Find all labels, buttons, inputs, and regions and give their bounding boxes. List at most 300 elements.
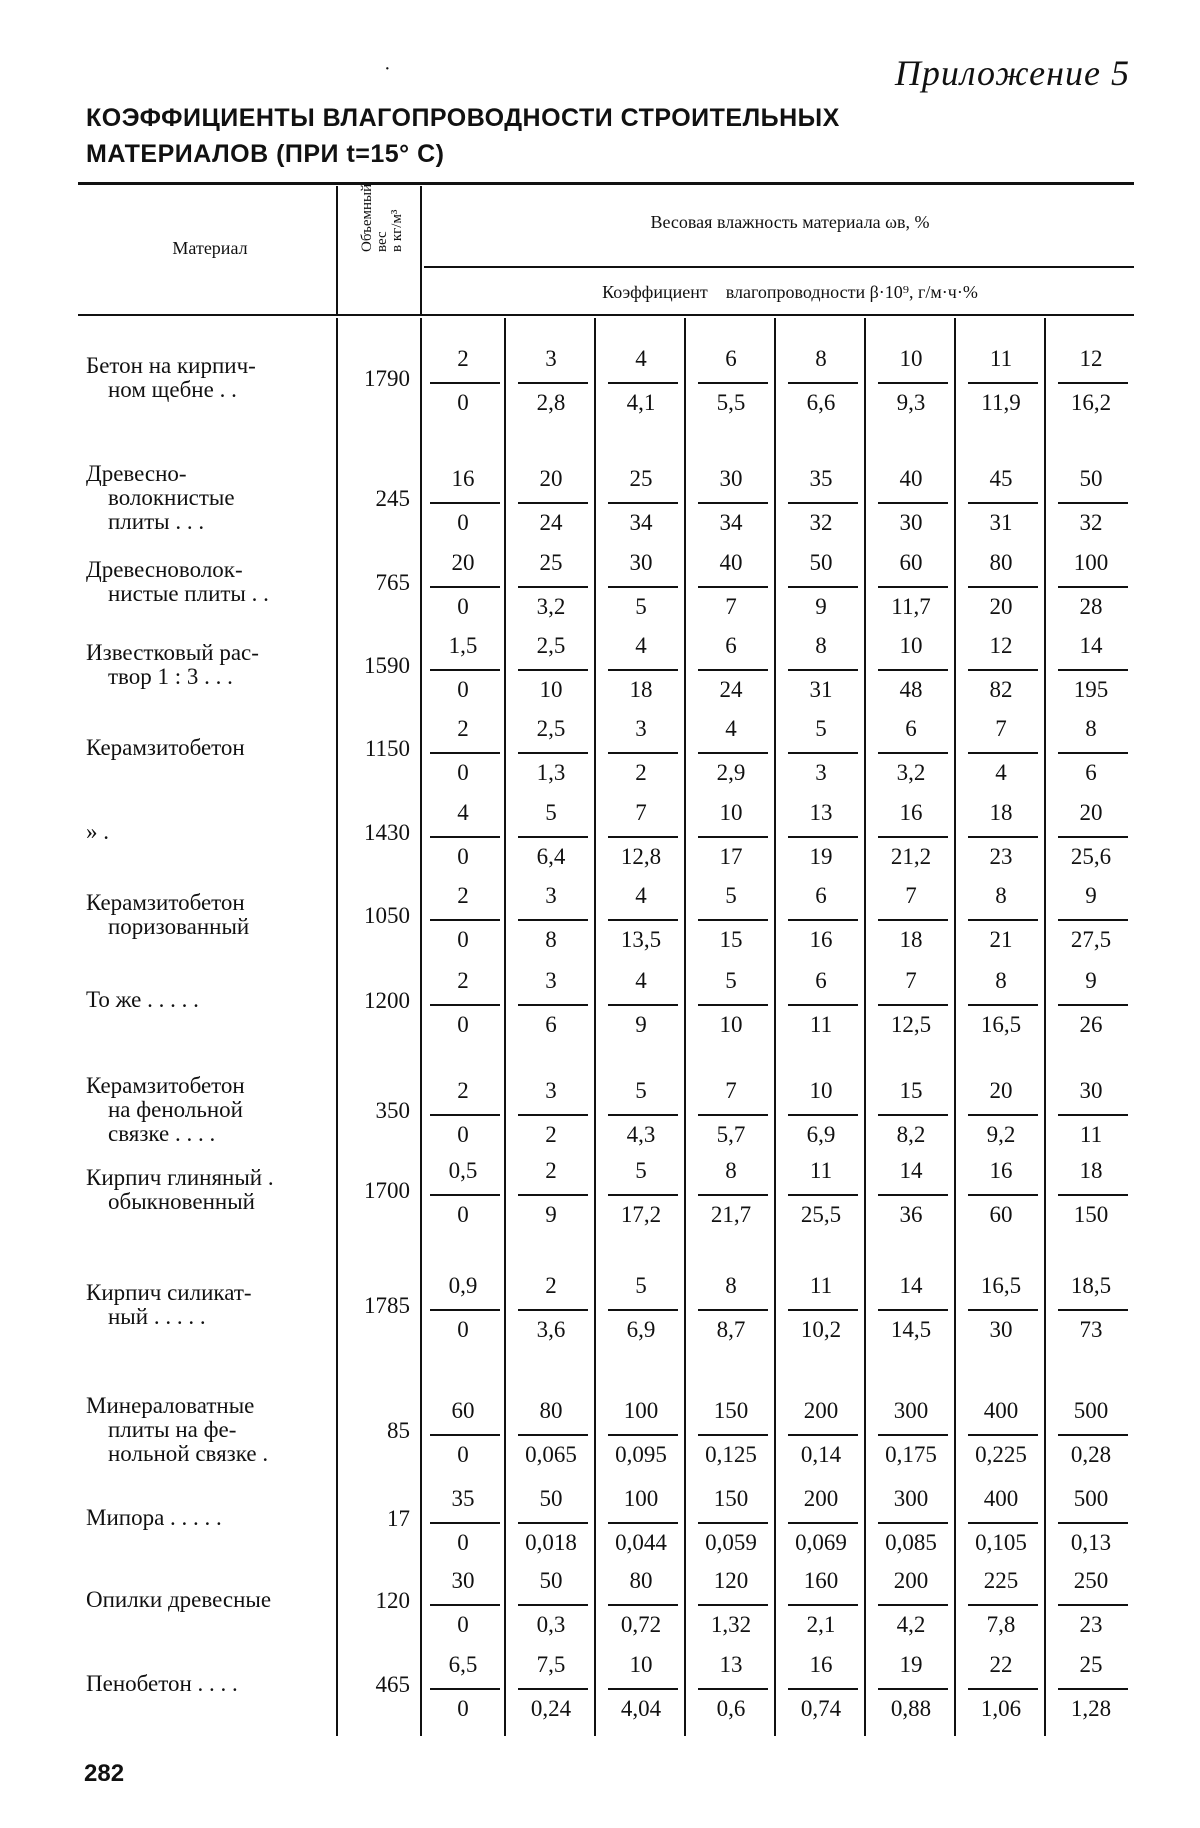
moisture-value: 3 (545, 883, 557, 908)
coefficient-value: 32 (1079, 510, 1103, 535)
coefficient-value: 25,5 (800, 1202, 842, 1227)
moisture-value: 10 (629, 1652, 653, 1677)
moisture-value: 2 (457, 883, 469, 908)
coefficient-value: 0,065 (525, 1442, 577, 1467)
fraction-bar (430, 1309, 500, 1311)
material-name (86, 820, 336, 844)
coefficient-value: 0,069 (795, 1530, 847, 1555)
coefficient-value: 0,095 (615, 1442, 667, 1467)
moisture-value: 100 (623, 1486, 659, 1511)
coefficient-value: 17,2 (620, 1202, 662, 1227)
moisture-value: 50 (809, 550, 833, 575)
fraction-bar (878, 836, 948, 838)
fraction-bar (1058, 1688, 1128, 1690)
moisture-value: 3 (545, 1078, 557, 1103)
fraction-bar (430, 1194, 500, 1196)
coefficient-value: 30 (899, 510, 923, 535)
coefficient-value: 2 (635, 760, 647, 785)
coefficient-value: 2,8 (536, 390, 566, 415)
material-name-line: волокнистые (108, 485, 235, 510)
material-name-line: » . (86, 819, 109, 844)
coefficient-value: 3,2 (536, 594, 566, 619)
moisture-value: 16 (451, 466, 475, 491)
moisture-value: 80 (629, 1568, 653, 1593)
moisture-value: 10 (809, 1078, 833, 1103)
density-value: 1050 (364, 903, 410, 928)
moisture-value: 40 (719, 550, 743, 575)
header-density-line: вес (374, 231, 390, 252)
moisture-value: 60 (451, 1398, 475, 1423)
moisture-value: 14 (899, 1158, 923, 1183)
moisture-value: 8 (725, 1158, 737, 1183)
moisture-value: 6 (815, 883, 827, 908)
coefficient-value: 195 (1073, 677, 1109, 702)
density-value: 1430 (364, 820, 410, 845)
moisture-value: 10 (899, 346, 923, 371)
fraction-bar (788, 1004, 858, 1006)
material-name (86, 988, 336, 1012)
coefficient-value: 14,5 (890, 1317, 932, 1342)
moisture-value: 4 (635, 633, 647, 658)
fraction-bar (788, 1194, 858, 1196)
column-separator (864, 318, 866, 1736)
coefficient-value: 0 (457, 1317, 469, 1342)
material-name-line: Кирпич силикат- (86, 1280, 252, 1305)
fraction-bar (878, 1309, 948, 1311)
coefficient-value: 3,6 (536, 1317, 566, 1342)
fraction-bar (788, 1604, 858, 1606)
moisture-value: 5 (545, 800, 557, 825)
moisture-value: 30 (1079, 1078, 1103, 1103)
header-bottom-rule (78, 314, 1134, 316)
density-value: 17 (387, 1506, 410, 1531)
moisture-value: 80 (989, 550, 1013, 575)
coefficient-value: 0,059 (705, 1530, 757, 1555)
fraction-bar (788, 752, 858, 754)
density-value: 1790 (364, 366, 410, 391)
coefficient-value: 0 (457, 1202, 469, 1227)
moisture-value: 120 (713, 1568, 749, 1593)
coefficient-value: 0 (457, 1696, 469, 1721)
fraction-bar (518, 382, 588, 384)
coefficient-value: 0 (457, 390, 469, 415)
coefficient-value: 20 (989, 594, 1013, 619)
material-name-line: Минераловатные (86, 1393, 255, 1418)
moisture-value: 20 (539, 466, 563, 491)
fraction-bar (968, 836, 1038, 838)
moisture-value: 8 (815, 633, 827, 658)
moisture-value: 11 (989, 346, 1013, 371)
moisture-value: 100 (623, 1398, 659, 1423)
moisture-value: 250 (1073, 1568, 1109, 1593)
density-value: 245 (375, 486, 410, 511)
coefficient-value: 1,3 (536, 760, 566, 785)
column-separator (774, 318, 776, 1736)
moisture-value: 16 (899, 800, 923, 825)
coefficient-value: 21 (989, 927, 1013, 952)
moisture-value: 50 (539, 1486, 563, 1511)
fraction-bar (968, 1309, 1038, 1311)
moisture-value: 2 (457, 1078, 469, 1103)
fraction-bar (608, 1114, 678, 1116)
appendix-label: Приложение 5 (894, 53, 1130, 93)
moisture-value: 7 (995, 716, 1007, 741)
fraction-bar (1058, 1004, 1128, 1006)
material-name-line: Кирпич глиняный . (86, 1165, 274, 1190)
density-value: 1200 (364, 988, 410, 1013)
coefficient-value: 6,9 (626, 1317, 656, 1342)
moisture-value: 7,5 (536, 1652, 566, 1677)
coefficient-value: 0,225 (975, 1442, 1027, 1467)
fraction-bar (518, 1114, 588, 1116)
material-name (86, 558, 336, 606)
header-moisture: Весовая влажность материала ωв, % (650, 212, 930, 232)
coefficient-value: 9 (635, 1012, 647, 1037)
coefficient-value: 36 (899, 1202, 923, 1227)
moisture-value: 4 (635, 883, 647, 908)
coefficient-value: 10,2 (800, 1317, 842, 1342)
coefficient-value: 0 (457, 510, 469, 535)
fraction-bar (878, 586, 948, 588)
moisture-value: 15 (899, 1078, 923, 1103)
coefficient-value: 13,5 (620, 927, 662, 952)
moisture-value: 3 (545, 346, 557, 371)
fraction-bar (698, 1004, 768, 1006)
coefficient-value: 2,1 (806, 1612, 836, 1637)
moisture-value: 300 (893, 1486, 929, 1511)
column-separator (684, 318, 686, 1736)
coefficient-value: 30 (989, 1317, 1013, 1342)
moisture-value: 100 (1073, 550, 1109, 575)
moisture-value: 18,5 (1070, 1273, 1112, 1298)
fraction-bar (788, 1309, 858, 1311)
coefficient-value: 31 (809, 677, 833, 702)
fraction-bar (1058, 836, 1128, 838)
fraction-bar (608, 382, 678, 384)
material-name (86, 1506, 336, 1530)
moisture-value: 25 (629, 466, 653, 491)
fraction-bar (968, 586, 1038, 588)
coefficient-value: 0,105 (975, 1530, 1027, 1555)
coefficient-value: 8,7 (716, 1317, 746, 1342)
moisture-value: 20 (1079, 800, 1103, 825)
moisture-value: 2 (457, 968, 469, 993)
coefficient-value: 5 (635, 594, 647, 619)
moisture-value: 7 (905, 883, 917, 908)
coefficient-value: 0,175 (885, 1442, 937, 1467)
column-separator (954, 318, 956, 1736)
fraction-bar (878, 1688, 948, 1690)
material-name (86, 1672, 336, 1696)
fraction-bar (788, 1688, 858, 1690)
column-separator (1044, 318, 1046, 1736)
fraction-bar (608, 1434, 678, 1436)
fraction-bar (878, 502, 948, 504)
coefficient-value: 17 (719, 844, 743, 869)
moisture-value: 20 (989, 1078, 1013, 1103)
density-value: 765 (375, 570, 410, 595)
column-separator (504, 318, 506, 1736)
fraction-bar (608, 586, 678, 588)
coefficient-value: 11,9 (981, 390, 1021, 415)
fraction-bar (608, 1604, 678, 1606)
fraction-bar (968, 1688, 1038, 1690)
moisture-value: 30 (719, 466, 743, 491)
fraction-bar (1058, 1522, 1128, 1524)
coefficient-value: 23 (1079, 1612, 1103, 1637)
fraction-bar (968, 1004, 1038, 1006)
fraction-bar (788, 502, 858, 504)
coefficient-value: 0,24 (530, 1696, 572, 1721)
density-value: 1150 (364, 736, 410, 761)
coefficient-value: 0,13 (1070, 1530, 1112, 1555)
fraction-bar (968, 382, 1038, 384)
title-line-1: КОЭФФИЦИЕНТЫ ВЛАГОПРОВОДНОСТИ СТРОИТЕЛЬНЫХ (86, 104, 840, 132)
moisture-value: 2 (545, 1158, 557, 1183)
coefficient-value: 5,5 (716, 390, 746, 415)
fraction-bar (518, 1688, 588, 1690)
coefficient-value: 0,018 (525, 1530, 577, 1555)
fraction-bar (698, 1194, 768, 1196)
fraction-bar (698, 919, 768, 921)
coefficient-value: 4,1 (626, 390, 656, 415)
coefficient-value: 0,88 (890, 1696, 932, 1721)
fraction-bar (608, 836, 678, 838)
moisture-value: 160 (803, 1568, 839, 1593)
coefficient-value: 24 (539, 510, 563, 535)
fraction-bar (430, 1604, 500, 1606)
moisture-value: 14 (1079, 633, 1103, 658)
moisture-value: 150 (713, 1486, 749, 1511)
moisture-value: 30 (629, 550, 653, 575)
coefficient-value: 7,8 (986, 1612, 1016, 1637)
coefficient-value: 27,5 (1070, 927, 1112, 952)
fraction-bar (518, 586, 588, 588)
fraction-bar (430, 586, 500, 588)
coefficient-value: 0 (457, 677, 469, 702)
coefficient-value: 0 (457, 1442, 469, 1467)
moisture-value: 14 (899, 1273, 923, 1298)
coefficient-value: 0,28 (1070, 1442, 1112, 1467)
moisture-value: 6,5 (448, 1652, 478, 1677)
fraction-bar (1058, 1194, 1128, 1196)
coefficient-value: 0,085 (885, 1530, 937, 1555)
material-name-line: Опилки древесные (86, 1587, 272, 1612)
moisture-value: 20 (451, 550, 475, 575)
coefficient-value: 4 (995, 760, 1007, 785)
moisture-value: 35 (809, 466, 833, 491)
fraction-bar (698, 752, 768, 754)
material-name-line: Бетон на кирпич- (86, 353, 256, 378)
fraction-bar (1058, 1434, 1128, 1436)
fraction-bar (968, 1522, 1038, 1524)
moisture-value: 500 (1073, 1486, 1109, 1511)
moisture-value: 6 (725, 346, 737, 371)
moisture-value: 10 (899, 633, 923, 658)
moisture-value: 4 (725, 716, 737, 741)
moisture-value: 80 (539, 1398, 563, 1423)
material-name (86, 1281, 336, 1329)
table-top-rule (78, 182, 1134, 185)
material-name-line: Керамзитобетон (86, 1073, 245, 1098)
header-density-line: в кг/м³ (389, 209, 405, 252)
coefficient-value: 12,8 (620, 844, 662, 869)
moisture-value: 3 (635, 716, 647, 741)
coefficient-value: 3,2 (896, 760, 926, 785)
moisture-value: 25 (1079, 1652, 1103, 1677)
material-name-line: обыкновенный (108, 1189, 255, 1214)
coefficient-value: 28 (1079, 594, 1103, 619)
coefficient-value: 1,32 (710, 1612, 752, 1637)
fraction-bar (518, 752, 588, 754)
moisture-value: 10 (719, 800, 743, 825)
moisture-value: 8 (725, 1273, 737, 1298)
material-name-line: Керамзитобетон (86, 735, 245, 760)
moisture-value: 7 (725, 1078, 737, 1103)
moisture-value: 16 (809, 1652, 833, 1677)
fraction-bar (608, 752, 678, 754)
material-name-line: на фенольной (108, 1097, 243, 1122)
fraction-bar (608, 502, 678, 504)
fraction-bar (1058, 752, 1128, 754)
moisture-value: 5 (635, 1158, 647, 1183)
fraction-bar (878, 1194, 948, 1196)
coefficient-value: 0,3 (536, 1612, 566, 1637)
fraction-bar (878, 1004, 948, 1006)
fraction-bar (698, 1688, 768, 1690)
fraction-bar (698, 836, 768, 838)
moisture-value: 0,5 (448, 1158, 478, 1183)
fraction-bar (788, 836, 858, 838)
material-name (86, 1394, 336, 1466)
material-name (86, 1166, 336, 1214)
moisture-value: 16,5 (980, 1273, 1022, 1298)
fraction-bar (430, 836, 500, 838)
moisture-value: 7 (905, 968, 917, 993)
fraction-bar (518, 1434, 588, 1436)
moisture-value: 0,9 (448, 1273, 478, 1298)
coefficient-value: 1,28 (1070, 1696, 1112, 1721)
header-separator-1 (336, 186, 338, 314)
material-name-line: нистые плиты . . (108, 581, 269, 606)
fraction-bar (878, 1434, 948, 1436)
coefficient-value: 0,125 (705, 1442, 757, 1467)
fraction-bar (878, 752, 948, 754)
coefficient-value: 24 (719, 677, 743, 702)
coefficient-value: 9,2 (986, 1122, 1016, 1147)
fraction-bar (878, 919, 948, 921)
coefficient-value: 18 (629, 677, 653, 702)
coefficient-value: 21,2 (890, 844, 932, 869)
coefficient-value: 60 (989, 1202, 1013, 1227)
moisture-value: 2 (545, 1273, 557, 1298)
moisture-value: 11 (809, 1273, 833, 1298)
fraction-bar (1058, 669, 1128, 671)
fraction-bar (518, 1522, 588, 1524)
fraction-bar (698, 1114, 768, 1116)
coefficient-value: 31 (989, 510, 1013, 535)
material-name (86, 1074, 336, 1146)
coefficient-value: 23 (989, 844, 1013, 869)
coefficient-value: 6 (545, 1012, 557, 1037)
moisture-value: 16 (989, 1158, 1013, 1183)
density-value: 85 (387, 1418, 410, 1443)
coefficient-value: 0 (457, 760, 469, 785)
moisture-value: 12 (1079, 346, 1103, 371)
moisture-value: 5 (635, 1273, 647, 1298)
fraction-bar (430, 752, 500, 754)
fraction-bar (878, 669, 948, 671)
fraction-bar (968, 502, 1038, 504)
moisture-value: 2 (457, 716, 469, 741)
coefficient-value: 32 (809, 510, 833, 535)
fraction-bar (518, 502, 588, 504)
fraction-bar (878, 382, 948, 384)
fraction-bar (788, 919, 858, 921)
fraction-bar (608, 1194, 678, 1196)
moisture-value: 1,5 (448, 633, 478, 658)
moisture-value: 5 (815, 716, 827, 741)
moisture-value: 18 (989, 800, 1013, 825)
moisture-value: 4 (457, 800, 469, 825)
material-name-line: Мипора . . . . . (86, 1505, 222, 1530)
moisture-value: 30 (451, 1568, 475, 1593)
coefficient-value: 0 (457, 927, 469, 952)
fraction-bar (518, 669, 588, 671)
moisture-value: 9 (1085, 883, 1097, 908)
fraction-bar (788, 382, 858, 384)
fraction-bar (698, 586, 768, 588)
coefficient-value: 8 (545, 927, 557, 952)
moisture-value: 200 (803, 1486, 839, 1511)
coefficient-value: 0,044 (615, 1530, 667, 1555)
coefficient-value: 2,9 (716, 760, 746, 785)
moisture-value: 18 (1079, 1158, 1103, 1183)
fraction-bar (430, 669, 500, 671)
header-material: Материал (172, 238, 248, 258)
fraction-bar (430, 919, 500, 921)
coefficient-value: 2 (545, 1122, 557, 1147)
moisture-value: 40 (899, 466, 923, 491)
moisture-value: 8 (995, 968, 1007, 993)
coefficient-value: 9 (815, 594, 827, 619)
coefficient-value: 6,9 (806, 1122, 836, 1147)
coefficient-value: 3 (815, 760, 827, 785)
coefficient-value: 5,7 (716, 1122, 746, 1147)
density-value: 1590 (364, 653, 410, 678)
fraction-bar (788, 1114, 858, 1116)
fraction-bar (518, 919, 588, 921)
fraction-bar (788, 586, 858, 588)
material-name (86, 354, 336, 402)
moisture-value: 60 (899, 550, 923, 575)
moisture-value: 6 (815, 968, 827, 993)
fraction-bar (968, 669, 1038, 671)
coefficient-value: 4,2 (896, 1612, 926, 1637)
coefficient-value: 0 (457, 594, 469, 619)
fraction-bar (518, 1194, 588, 1196)
density-value: 120 (375, 1588, 410, 1613)
moisture-value: 11 (809, 1158, 833, 1183)
material-name-line: связке . . . . (108, 1121, 216, 1146)
coefficient-value: 6,4 (536, 844, 566, 869)
density-value: 350 (375, 1098, 410, 1123)
page-number: 282 (84, 1760, 125, 1787)
fraction-bar (698, 1522, 768, 1524)
fraction-bar (698, 1604, 768, 1606)
header-mid-rule (424, 266, 1134, 268)
fraction-bar (430, 1522, 500, 1524)
